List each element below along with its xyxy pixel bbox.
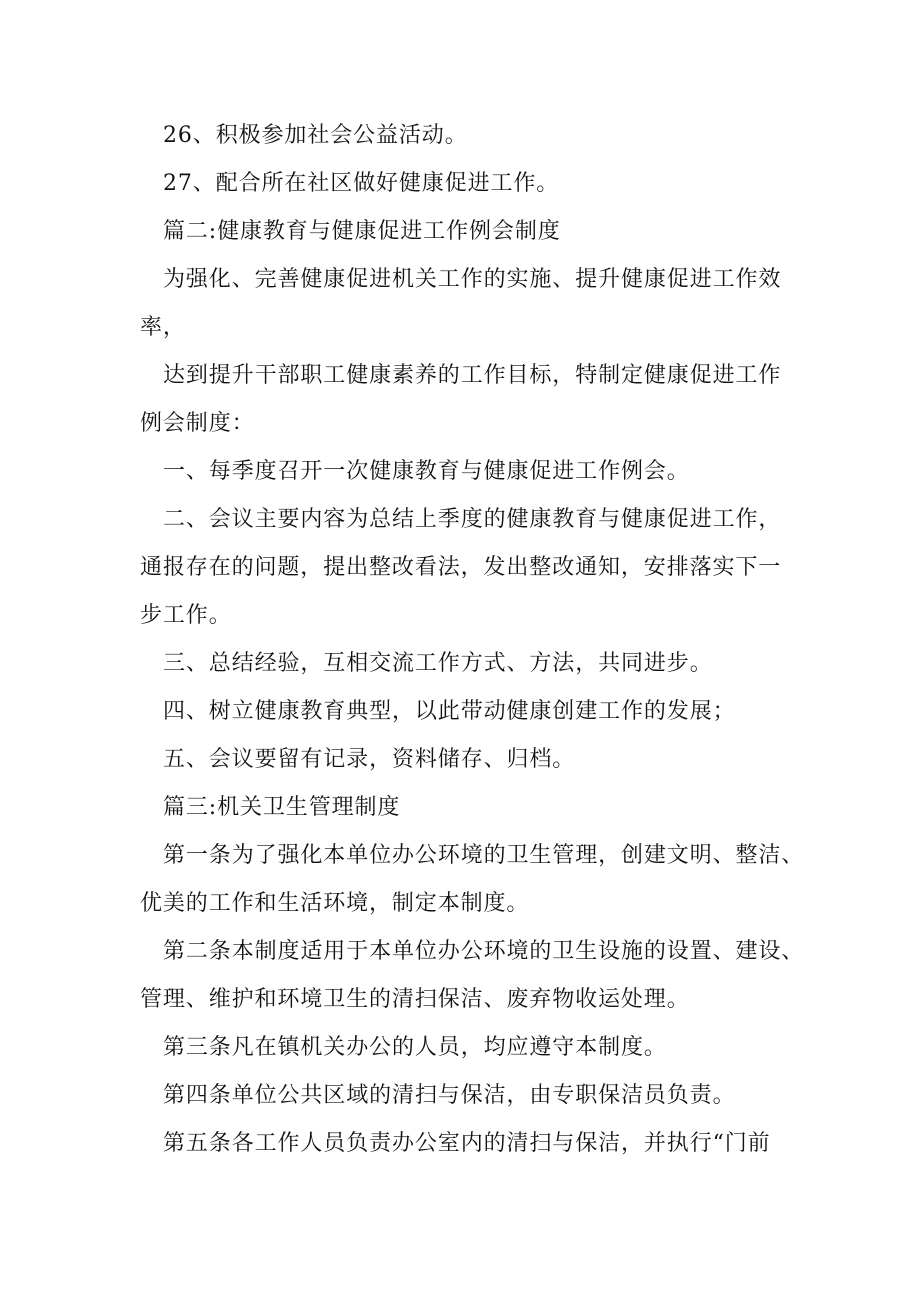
paragraph-line: 例会制度： <box>140 411 255 436</box>
paragraph-line: 优美的工作和生活环境，制定本制度。 <box>140 891 530 916</box>
section-heading-3: 篇三:机关卫生管理制度 <box>163 795 401 820</box>
paragraph-line: 达到提升干部职工健康素养的工作目标，特制定健康促进工作 <box>163 363 782 388</box>
section-heading-2: 篇二:健康教育与健康促进工作例会制度 <box>163 219 561 244</box>
paragraph-line: 五、会议要留有记录，资料储存、归档。 <box>163 747 576 772</box>
paragraph-line: 步工作。 <box>140 603 232 628</box>
paragraph-line: 二、会议主要内容为总结上季度的健康教育与健康促进工作， <box>163 507 782 532</box>
list-item-27: 27、配合所在社区做好健康促进工作。 <box>163 171 560 196</box>
paragraph-line: 第五条各工作人员负责办公室内的清扫与保洁，并执行“门前 <box>163 1131 771 1156</box>
paragraph-line: 为强化、完善健康促进机关工作的实施、提升健康促进工作效 <box>163 267 782 292</box>
paragraph-line: 四、树立健康教育典型，以此带动健康创建工作的发展； <box>163 699 736 724</box>
list-item-26: 26、积极参加社会公益活动。 <box>163 123 468 148</box>
paragraph-line: 通报存在的问题，提出整改看法，发出整改通知，安排落实下一 <box>140 555 782 580</box>
paragraph-line: 第四条单位公共区域的清扫与保洁，由专职保洁员负责。 <box>163 1083 736 1108</box>
paragraph-line: 率， <box>140 315 186 340</box>
paragraph-line: 第二条本制度适用于本单位办公环境的卫生设施的设置、建设、 <box>163 939 805 964</box>
paragraph-line: 第一条为了强化本单位办公环境的卫生管理，创建文明、整洁、 <box>163 843 805 868</box>
paragraph-line: 管理、维护和环境卫生的清扫保洁、废弃物收运处理。 <box>140 987 690 1012</box>
paragraph-line: 一、每季度召开一次健康教育与健康促进工作例会。 <box>163 459 690 484</box>
paragraph-line: 第三条凡在镇机关办公的人员，均应遵守本制度。 <box>163 1035 667 1060</box>
paragraph-line: 三、总结经验，互相交流工作方式、方法，共同进步。 <box>163 651 713 676</box>
